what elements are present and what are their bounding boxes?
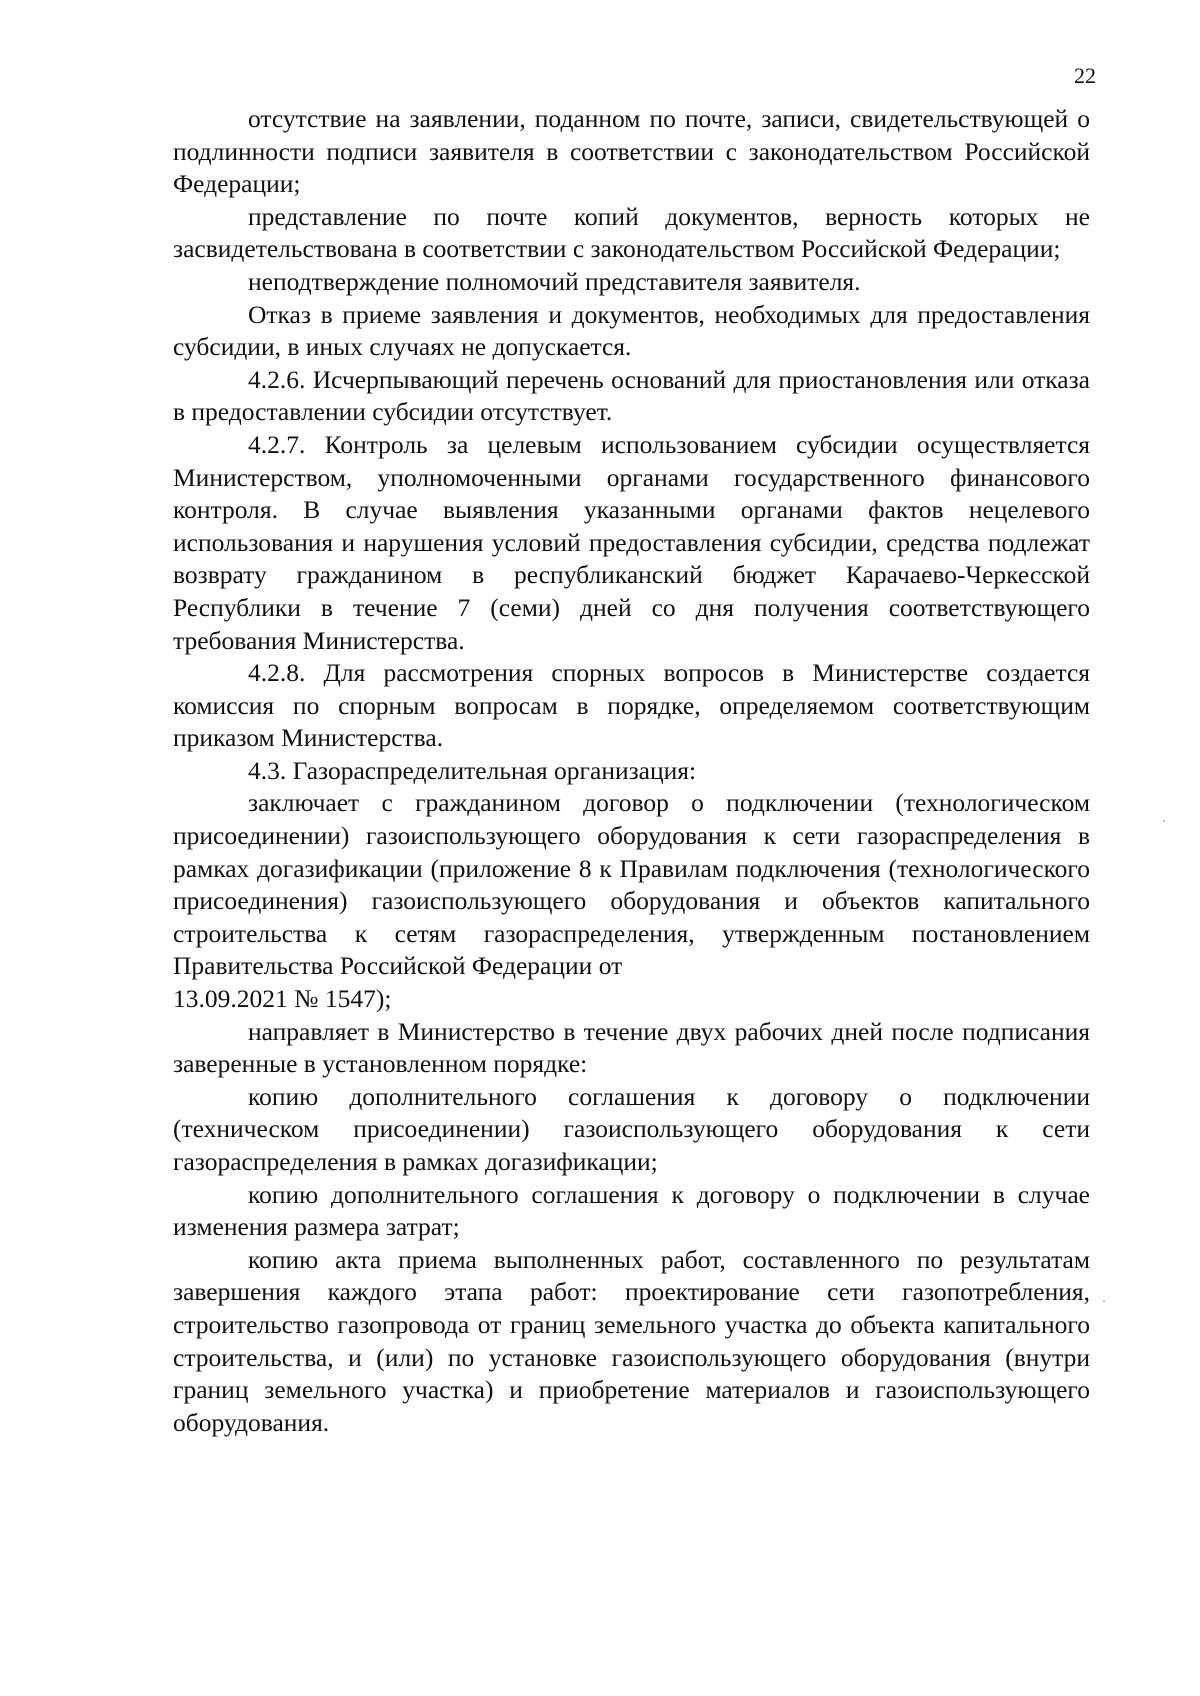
paragraph: заключает с гражданином договор о подключении (технологическом присоединении) газоиспользующего оборудования к сети газораспределения в рамках догазификации (приложение 8 к Правилам подключения (технологического присоединения) газоиспользующего оборудования и объектов капитального строительства к сетям газораспределения, утвержденным постановлением Правительства Российской Федерации от: [173, 788, 1090, 981]
paragraph: неподтверждение полномочий представителя заявителя.: [248, 266, 861, 296]
paragraph-continuation: 13.09.2021 № 1547);: [173, 984, 392, 1014]
document-body: [173, 103, 1090, 1439]
paragraph: 4.2.8. Для рассмотрения спорных вопросов в Министерстве создается комиссия по спорным вопросам в порядке, определяемом соответствующим приказом Министерства.: [173, 658, 1090, 753]
paragraph: представление по почте копий документов, верность которых не засвидетельствована в соответствии с законодательством Российской Федерации;: [173, 201, 1090, 264]
paragraph: копию акта приема выполненных работ, составленного по результатам завершения каждого этапа работ: проектирование сети газопотребления, строительство газопровода от границ земельного участка до объекта капитального строительства, и (или) по установке газоиспользующего оборудования (внутри границ земельного участка) и приобретение материалов и газоиспользующего оборудования.: [173, 1244, 1090, 1437]
page-number: 22: [1074, 63, 1096, 88]
paragraph: копию дополнительного соглашения к договору о подключении в случае изменения размера затрат;: [173, 1179, 1090, 1242]
scan-speck: [1163, 820, 1165, 822]
paragraph: 4.2.7. Контроль за целевым использованием субсидии осуществляется Министерством, уполномоченными органами государственного финансового контроля. В случае выявления указанными органами фактов нецелевого использования и нарушения условий предоставления субсидии, средства подлежат возврату гражданином в республиканский бюджет Карачаево-Черкесской Республики в течение 7 (семи) дней со дня получения соответствующего требования Министерства.: [173, 429, 1090, 655]
paragraph: Отказ в приеме заявления и документов, необходимых для предоставления субсидии, в иных случаях не допускается.: [173, 299, 1090, 362]
paragraph: 4.3. Газораспределительная организация:: [248, 755, 697, 785]
paragraph: направляет в Министерство в течение двух рабочих дней после подписания заверенные в установленном порядке:: [173, 1016, 1090, 1079]
paragraph: отсутствие на заявлении, поданном по почте, записи, свидетельствующей о подлинности подписи заявителя в соответствии с законодательством Российской Федерации;: [173, 104, 1090, 199]
paragraph: 4.2.6. Исчерпывающий перечень оснований для приостановления или отказа в предоставлении субсидии отсутствует.: [173, 364, 1090, 427]
paragraph: копию дополнительного соглашения к договору о подключении (техническом присоединении) газоиспользующего оборудования к сети газораспределения в рамках догазификации;: [173, 1081, 1090, 1176]
scan-speck: [1103, 1300, 1105, 1302]
